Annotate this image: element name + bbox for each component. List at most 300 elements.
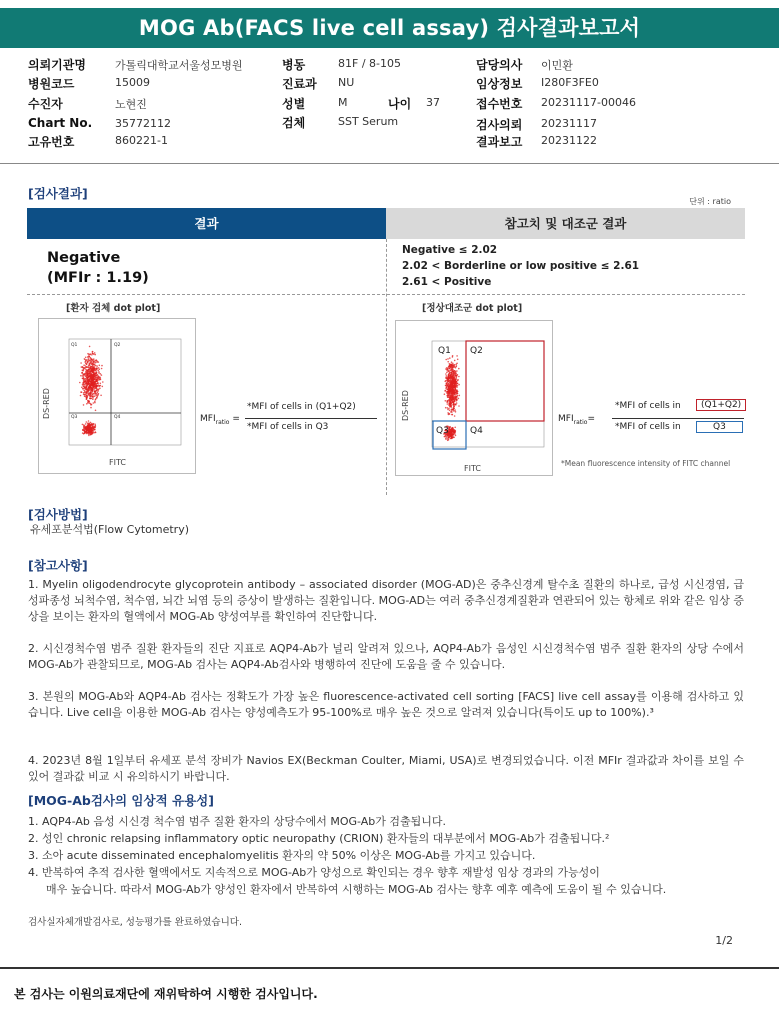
dot (98, 367, 100, 369)
x-axis-label: FITC (464, 464, 481, 473)
dot (87, 360, 89, 362)
dot (445, 407, 447, 409)
info-value: 35772112 (115, 117, 171, 130)
dot (454, 389, 456, 391)
dot (83, 404, 85, 406)
ref-positive: 2.61 < Positive (402, 276, 492, 288)
dot (86, 363, 88, 365)
dot (83, 381, 85, 383)
dot (87, 370, 89, 372)
dot (89, 386, 91, 388)
dot (96, 388, 98, 390)
dot (100, 395, 102, 397)
dot (83, 384, 85, 386)
dot (452, 365, 454, 367)
dot (86, 403, 88, 405)
dot (93, 362, 95, 364)
dot (449, 398, 451, 400)
dot (447, 361, 449, 363)
dot (445, 359, 447, 361)
dot (452, 374, 454, 376)
dot (445, 437, 447, 439)
dot (454, 398, 456, 400)
dot (452, 392, 454, 394)
dot (90, 375, 92, 377)
dot (83, 430, 85, 432)
dot (450, 437, 452, 439)
dot (456, 355, 458, 357)
dot (88, 420, 90, 422)
dot (456, 402, 458, 404)
dot (93, 360, 95, 362)
info-label: 담당의사 (476, 58, 523, 72)
dot (457, 395, 459, 397)
dot (92, 423, 94, 425)
info-label: 병원코드 (28, 77, 75, 91)
dot (95, 375, 97, 377)
dot (101, 374, 103, 376)
dot (449, 365, 451, 367)
dot (94, 427, 96, 429)
dot (447, 358, 449, 360)
dot (92, 398, 94, 400)
dot (455, 364, 457, 366)
ref-negative: Negative ≤ 2.02 (402, 244, 498, 256)
dot (89, 395, 91, 397)
dot (89, 366, 91, 368)
info-label: 성별 (282, 97, 306, 111)
clinical-title: [MOG-Ab검사의 임상적 유용성] (28, 793, 214, 808)
patient-denominator: *MFI of cells in Q3 (247, 422, 329, 432)
dot (95, 425, 97, 427)
dot (98, 388, 100, 390)
dot (87, 391, 89, 393)
dot (452, 356, 454, 358)
dot (79, 382, 81, 384)
dot (88, 367, 90, 369)
q4-label: Q4 (470, 426, 483, 436)
dot (448, 408, 450, 410)
info-label: 결과보고 (476, 135, 523, 149)
dot (453, 437, 455, 439)
dot (97, 370, 99, 372)
dot (450, 377, 452, 379)
dot (95, 368, 97, 370)
dot (453, 402, 455, 404)
info-label: Chart No. (28, 116, 93, 130)
dot (91, 430, 93, 432)
dot (445, 400, 447, 402)
info-value: SST Serum (338, 115, 399, 128)
dot (454, 427, 456, 429)
dot (84, 385, 86, 387)
dot (451, 393, 453, 395)
dot (91, 382, 93, 384)
dot (86, 366, 88, 368)
dot (95, 377, 97, 379)
outsourcing-note: 본 검사는 이원의료재단에 재위탁하여 시행한 검사입니다. (14, 987, 318, 1001)
dot (94, 352, 96, 354)
dot (453, 431, 455, 433)
dot (102, 381, 104, 383)
info-label: 접수번호 (476, 97, 523, 111)
dot (451, 431, 453, 433)
dot (456, 400, 458, 402)
dot (452, 385, 454, 387)
dot (450, 434, 452, 436)
dot (451, 372, 453, 374)
dot (84, 374, 86, 376)
dot (447, 412, 449, 414)
divider (0, 163, 779, 164)
dot (96, 397, 98, 399)
dot (447, 395, 449, 397)
dot (89, 398, 91, 400)
result-text: Negative (47, 250, 121, 266)
method-text: 유세포분석법(Flow Cytometry) (30, 523, 190, 536)
dot (444, 393, 446, 395)
dot (94, 384, 96, 386)
dot (82, 378, 84, 380)
dot (95, 381, 97, 383)
info-label: 고유번호 (28, 135, 75, 149)
dot (452, 369, 454, 371)
dot (456, 389, 458, 391)
info-value: 81F / 8-105 (338, 57, 401, 70)
dot (454, 415, 456, 417)
dot (91, 396, 93, 398)
dot (452, 394, 454, 396)
dot (450, 411, 452, 413)
info-label: 의뢰기관명 (28, 58, 86, 72)
dot (96, 365, 98, 367)
dot (456, 365, 458, 367)
dot (449, 427, 451, 429)
info-label: 병동 (282, 58, 306, 72)
dot (88, 377, 90, 379)
mfi-sub: ratio (215, 418, 230, 426)
dot (449, 410, 451, 412)
dot (448, 379, 450, 381)
clinical-item-3: 3. 소아 acute disseminated encephalomyelitis 환자의 약 50% 이상은 MOG-Ab를 가지고 있습니다. (28, 849, 536, 862)
info-value: 860221-1 (115, 134, 168, 147)
dot (85, 357, 87, 359)
clinical-item-4: 4. 반복하여 추적 검사한 혈액에서도 지속적으로 MOG-Ab가 양성으로 확인되는 경우 향후 재발성 임상 경과의 가능성이 (28, 866, 600, 879)
dot (94, 367, 96, 369)
dot (85, 428, 87, 430)
dot (451, 414, 453, 416)
dot (82, 424, 84, 426)
dot (455, 371, 457, 373)
dot (87, 380, 89, 382)
dot (456, 382, 458, 384)
dot (95, 431, 97, 433)
control-denominator-box (696, 421, 743, 433)
dot (454, 360, 456, 362)
dot (95, 383, 97, 385)
dot (455, 430, 457, 432)
dot (446, 375, 448, 377)
info-value: I280F3FE0 (541, 76, 599, 89)
dot (92, 351, 94, 353)
patient-dot-plot (38, 318, 196, 474)
dot (91, 432, 93, 434)
dot (450, 400, 452, 402)
dot (90, 404, 92, 406)
dot (87, 375, 89, 377)
dot (82, 388, 84, 390)
dot (454, 433, 456, 435)
dot (444, 436, 446, 438)
control-plot-caption: [정상대조군 dot plot] (422, 303, 523, 314)
dot (449, 388, 451, 390)
dot (95, 365, 97, 367)
dot (90, 373, 92, 375)
dot (80, 362, 82, 364)
info-value: 20231117-00046 (541, 96, 636, 109)
q2-label: Q2 (114, 343, 121, 348)
info-label: 수진자 (28, 97, 63, 111)
dot (96, 360, 98, 362)
dot (94, 354, 96, 356)
dot (94, 401, 96, 403)
dot (446, 384, 448, 386)
dot (457, 359, 459, 361)
dot (90, 357, 92, 359)
dot (94, 393, 96, 395)
dot (450, 363, 452, 365)
dot (88, 357, 90, 359)
dot (83, 428, 85, 430)
control-numerator-prefix: *MFI of cells in (615, 401, 681, 411)
dot (93, 358, 95, 360)
dot (447, 381, 449, 383)
dot (83, 433, 85, 435)
dot (89, 363, 91, 365)
dot (83, 389, 85, 391)
dot (451, 361, 453, 363)
method-title: [검사방법] (28, 507, 88, 522)
info-value: 15009 (115, 76, 150, 89)
dot (92, 353, 94, 355)
control-numerator-box (696, 399, 746, 411)
dot (89, 365, 91, 367)
dot (84, 396, 86, 398)
dot (452, 383, 454, 385)
control-mfi-label: $MFI_{ratio}=$ (558, 414, 595, 426)
dot (91, 368, 93, 370)
info-label: 임상정보 (476, 77, 523, 91)
dot (92, 370, 94, 372)
dot (90, 422, 92, 424)
bottom-divider (0, 967, 779, 969)
dot (93, 387, 95, 389)
dot (95, 379, 97, 381)
dot (447, 396, 449, 398)
dot (81, 387, 83, 389)
dot (85, 369, 87, 371)
info-value: M (338, 96, 348, 109)
dot (98, 386, 100, 388)
dot (83, 379, 85, 381)
dashed-divider (27, 294, 745, 295)
dot (448, 414, 450, 416)
patient-numerator: *MFI of cells in (Q1+Q2) (247, 402, 356, 412)
dot (94, 391, 96, 393)
info-label: 검사의뢰 (476, 118, 523, 132)
unit-label: 단위 : ratio (689, 197, 731, 206)
x-axis-label: FITC (109, 458, 126, 467)
dot (449, 372, 451, 374)
column-divider (386, 239, 387, 495)
page-number: 1/2 (715, 934, 733, 947)
dot (93, 372, 95, 374)
dot (89, 378, 91, 380)
dot (446, 372, 448, 374)
dot (93, 369, 95, 371)
dot (90, 387, 92, 389)
result-section-title: [검사결과] (28, 186, 88, 201)
validation-note: 검사실자체개발검사로, 성능평가를 완료하였습니다. (28, 917, 242, 928)
dot (89, 353, 91, 355)
dot (83, 385, 85, 387)
dot (455, 411, 457, 413)
dot (88, 359, 90, 361)
info-value: 이민환 (541, 59, 573, 72)
dot (100, 383, 102, 385)
dot (447, 369, 449, 371)
dot (88, 389, 90, 391)
dot (451, 383, 453, 385)
dot (102, 386, 104, 388)
dot (456, 370, 458, 372)
dot (448, 397, 450, 399)
dot (92, 397, 94, 399)
dot (446, 377, 448, 379)
dot (87, 373, 89, 375)
dot (88, 371, 90, 373)
dot (82, 370, 84, 372)
dot (450, 381, 452, 383)
q2-label: Q2 (470, 346, 483, 356)
dot (457, 379, 459, 381)
dot (85, 374, 87, 376)
info-value: NU (338, 76, 355, 89)
dot (95, 384, 97, 386)
dot (445, 390, 447, 392)
dot (446, 401, 448, 403)
dot (89, 346, 91, 348)
dot (101, 368, 103, 370)
dot (448, 366, 450, 368)
dot (81, 372, 83, 374)
dot (81, 366, 83, 368)
dot (448, 386, 450, 388)
dot (451, 396, 453, 398)
result-header: 결과 (27, 208, 386, 239)
info-label: 진료과 (282, 77, 317, 91)
fraction-line (612, 418, 744, 419)
dot (95, 362, 97, 364)
dot (96, 386, 98, 388)
q4-label: Q4 (114, 415, 121, 420)
notes-title: [참고사항] (28, 558, 88, 573)
dot (81, 391, 83, 393)
dot (86, 385, 88, 387)
dot (92, 390, 94, 392)
mfi-footnote: *Mean fluorescence intensity of FITC channel (561, 459, 731, 468)
dot (95, 410, 97, 412)
dot (99, 379, 101, 381)
dot (448, 391, 450, 393)
info-value: 노현진 (115, 98, 147, 111)
dot (91, 359, 93, 361)
reference-header: 참고치 및 대조군 결과 (386, 208, 745, 239)
clinical-item-1: 1. AQP4-Ab 음성 시신경 척수염 범주 질환 환자의 상당수에서 MOG-Ab가 검출됩니다. (28, 815, 446, 828)
clinical-item-2: 2. 성인 chronic relapsing inflammatory optic neuropathy (CRION) 환자들의 대부분에서 MOG-Ab가 검출됩니다.² (28, 832, 610, 845)
dot (453, 406, 455, 408)
dot (453, 380, 455, 382)
dot (447, 407, 449, 409)
dot (457, 392, 459, 394)
dot (453, 390, 455, 392)
dot (85, 360, 87, 362)
dot (453, 396, 455, 398)
dot (86, 429, 88, 431)
y-axis-label: DS-RED (401, 390, 410, 421)
dot (99, 365, 101, 367)
control-dot-plot (395, 320, 553, 476)
dot (94, 424, 96, 426)
dot (91, 392, 93, 394)
dot (84, 361, 86, 363)
dot (101, 365, 103, 367)
dot (94, 389, 96, 391)
dot (452, 387, 454, 389)
age-label: 나이 (388, 97, 412, 111)
dot (93, 366, 95, 368)
mfi-text: MFI (558, 414, 574, 424)
dot (447, 403, 449, 405)
dot (96, 375, 98, 377)
report-title: MOG Ab(FACS live cell assay) 검사결과보고서 (0, 8, 779, 48)
dot (83, 368, 85, 370)
info-value: 가톨릭대학교서울성모병원 (115, 59, 243, 72)
dot (450, 402, 452, 404)
mfi-sub: ratio (573, 418, 588, 426)
dot (86, 397, 88, 399)
dot (458, 405, 460, 407)
dot (89, 359, 91, 361)
q3-label: Q3 (436, 426, 449, 436)
dot (454, 377, 456, 379)
reference-ranges (402, 242, 639, 290)
dot (451, 409, 453, 411)
dot (86, 377, 88, 379)
dot (445, 373, 447, 375)
dot (450, 406, 452, 408)
dot (444, 381, 446, 383)
dot (95, 371, 97, 373)
dot (452, 371, 454, 373)
dot (454, 383, 456, 385)
dot (99, 369, 101, 371)
mfi-text: MFI (200, 414, 216, 424)
note-1: 1. Myelin oligodendrocyte glycoprotein antibody – associated disorder (MOG-AD)은 중추신경계 탈수초 질환의 하나로, 급성 시신경염, 급성파종성 뇌척수염, 척수염, 뇌간 뇌염 등의 증상이 발생하는 질환입니다. MOG-AD는 여러 중추신경계질환과 연관되어 있는 항체로 위와 같은 임상 증상을 보이는 환자의 혈액에서 MOG-Ab 양성여부를 확인하여 진단합니다. (28, 578, 744, 623)
dot (449, 430, 451, 432)
dot (95, 399, 97, 401)
dot (93, 393, 95, 395)
